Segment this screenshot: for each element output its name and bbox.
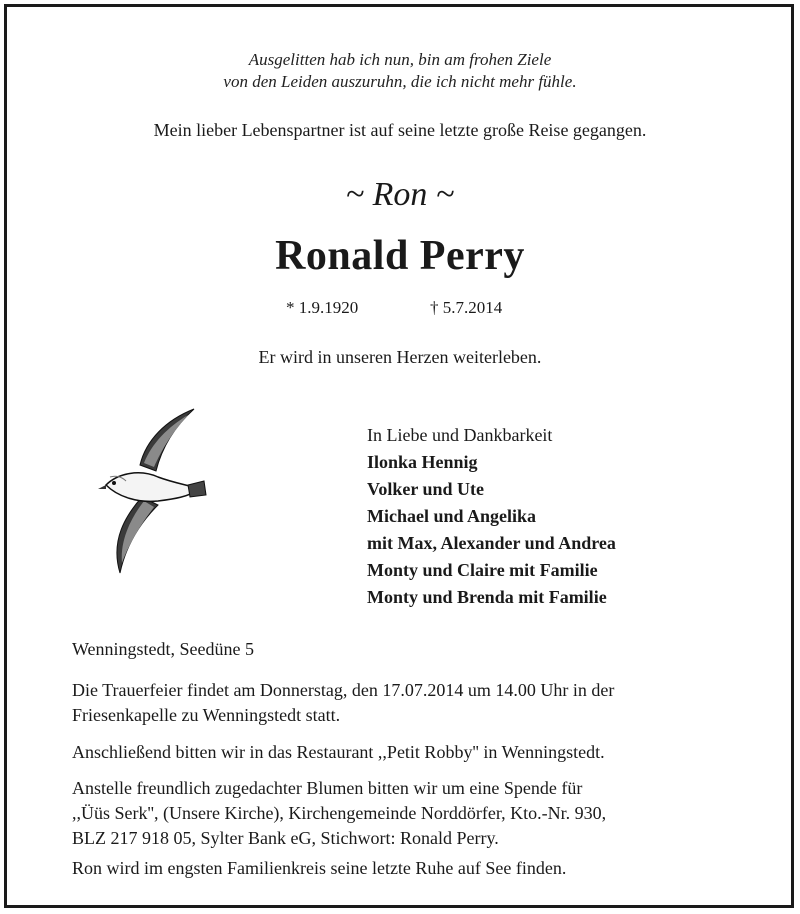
- poem-line-2: von den Leiden auszuruhn, die ich nicht mehr fühle.: [223, 72, 577, 91]
- mourner-2: Volker und Ute: [367, 479, 485, 499]
- address: Wenningstedt, Seedüne 5: [72, 639, 255, 659]
- funeral-info: [72, 678, 752, 728]
- birth-date: * 1.9.1920: [286, 298, 359, 317]
- funeral-line-1: Die Trauerfeier findet am Donnerstag, den 17.07.2014 um 14.00 Uhr in der: [72, 680, 615, 700]
- mourners-intro: In Liebe und Dankbarkeit: [367, 425, 553, 445]
- mourner-6: Monty und Brenda mit Familie: [367, 587, 607, 607]
- motto: Er wird in unseren Herzen weiterleben.: [258, 347, 542, 367]
- poem-line-1: Ausgelitten hab ich nun, bin am frohen Ziele: [248, 50, 552, 69]
- mourner-1: Ilonka Hennig: [367, 452, 478, 472]
- poem: [0, 49, 800, 93]
- nickname: ~ Ron ~: [345, 176, 455, 213]
- donation-line-2: ,,Üüs Serk'', (Unsere Kirche), Kirchengemeinde Norddörfer, Kto.-Nr. 930,: [72, 803, 607, 823]
- mourner-4: mit Max, Alexander und Andrea: [367, 533, 616, 553]
- deceased-name: Ronald Perry: [275, 233, 525, 279]
- donation-info: [72, 776, 752, 851]
- death-date: † 5.7.2014: [430, 298, 503, 317]
- intro-text: Mein lieber Lebenspartner ist auf seine letzte große Reise gegangen.: [153, 120, 647, 140]
- mourner-5: Monty und Claire mit Familie: [367, 560, 598, 580]
- donation-line-1: Anstelle freundlich zugedachter Blumen bitten wir um eine Spende für: [72, 778, 583, 798]
- mourner-3: Michael und Angelika: [367, 506, 537, 526]
- mourners-block: [367, 422, 616, 611]
- seagull-icon: [96, 405, 208, 575]
- reception-info: Anschließend bitten wir in das Restaurant ,,Petit Robby'' in Wenningstedt.: [72, 742, 605, 762]
- funeral-line-2: Friesenkapelle zu Wenningstedt statt.: [72, 705, 341, 725]
- donation-line-3: BLZ 217 918 05, Sylter Bank eG, Stichwort: Ronald Perry.: [72, 828, 499, 848]
- burial-info: Ron wird im engsten Familienkreis seine letzte Ruhe auf See finden.: [72, 858, 567, 878]
